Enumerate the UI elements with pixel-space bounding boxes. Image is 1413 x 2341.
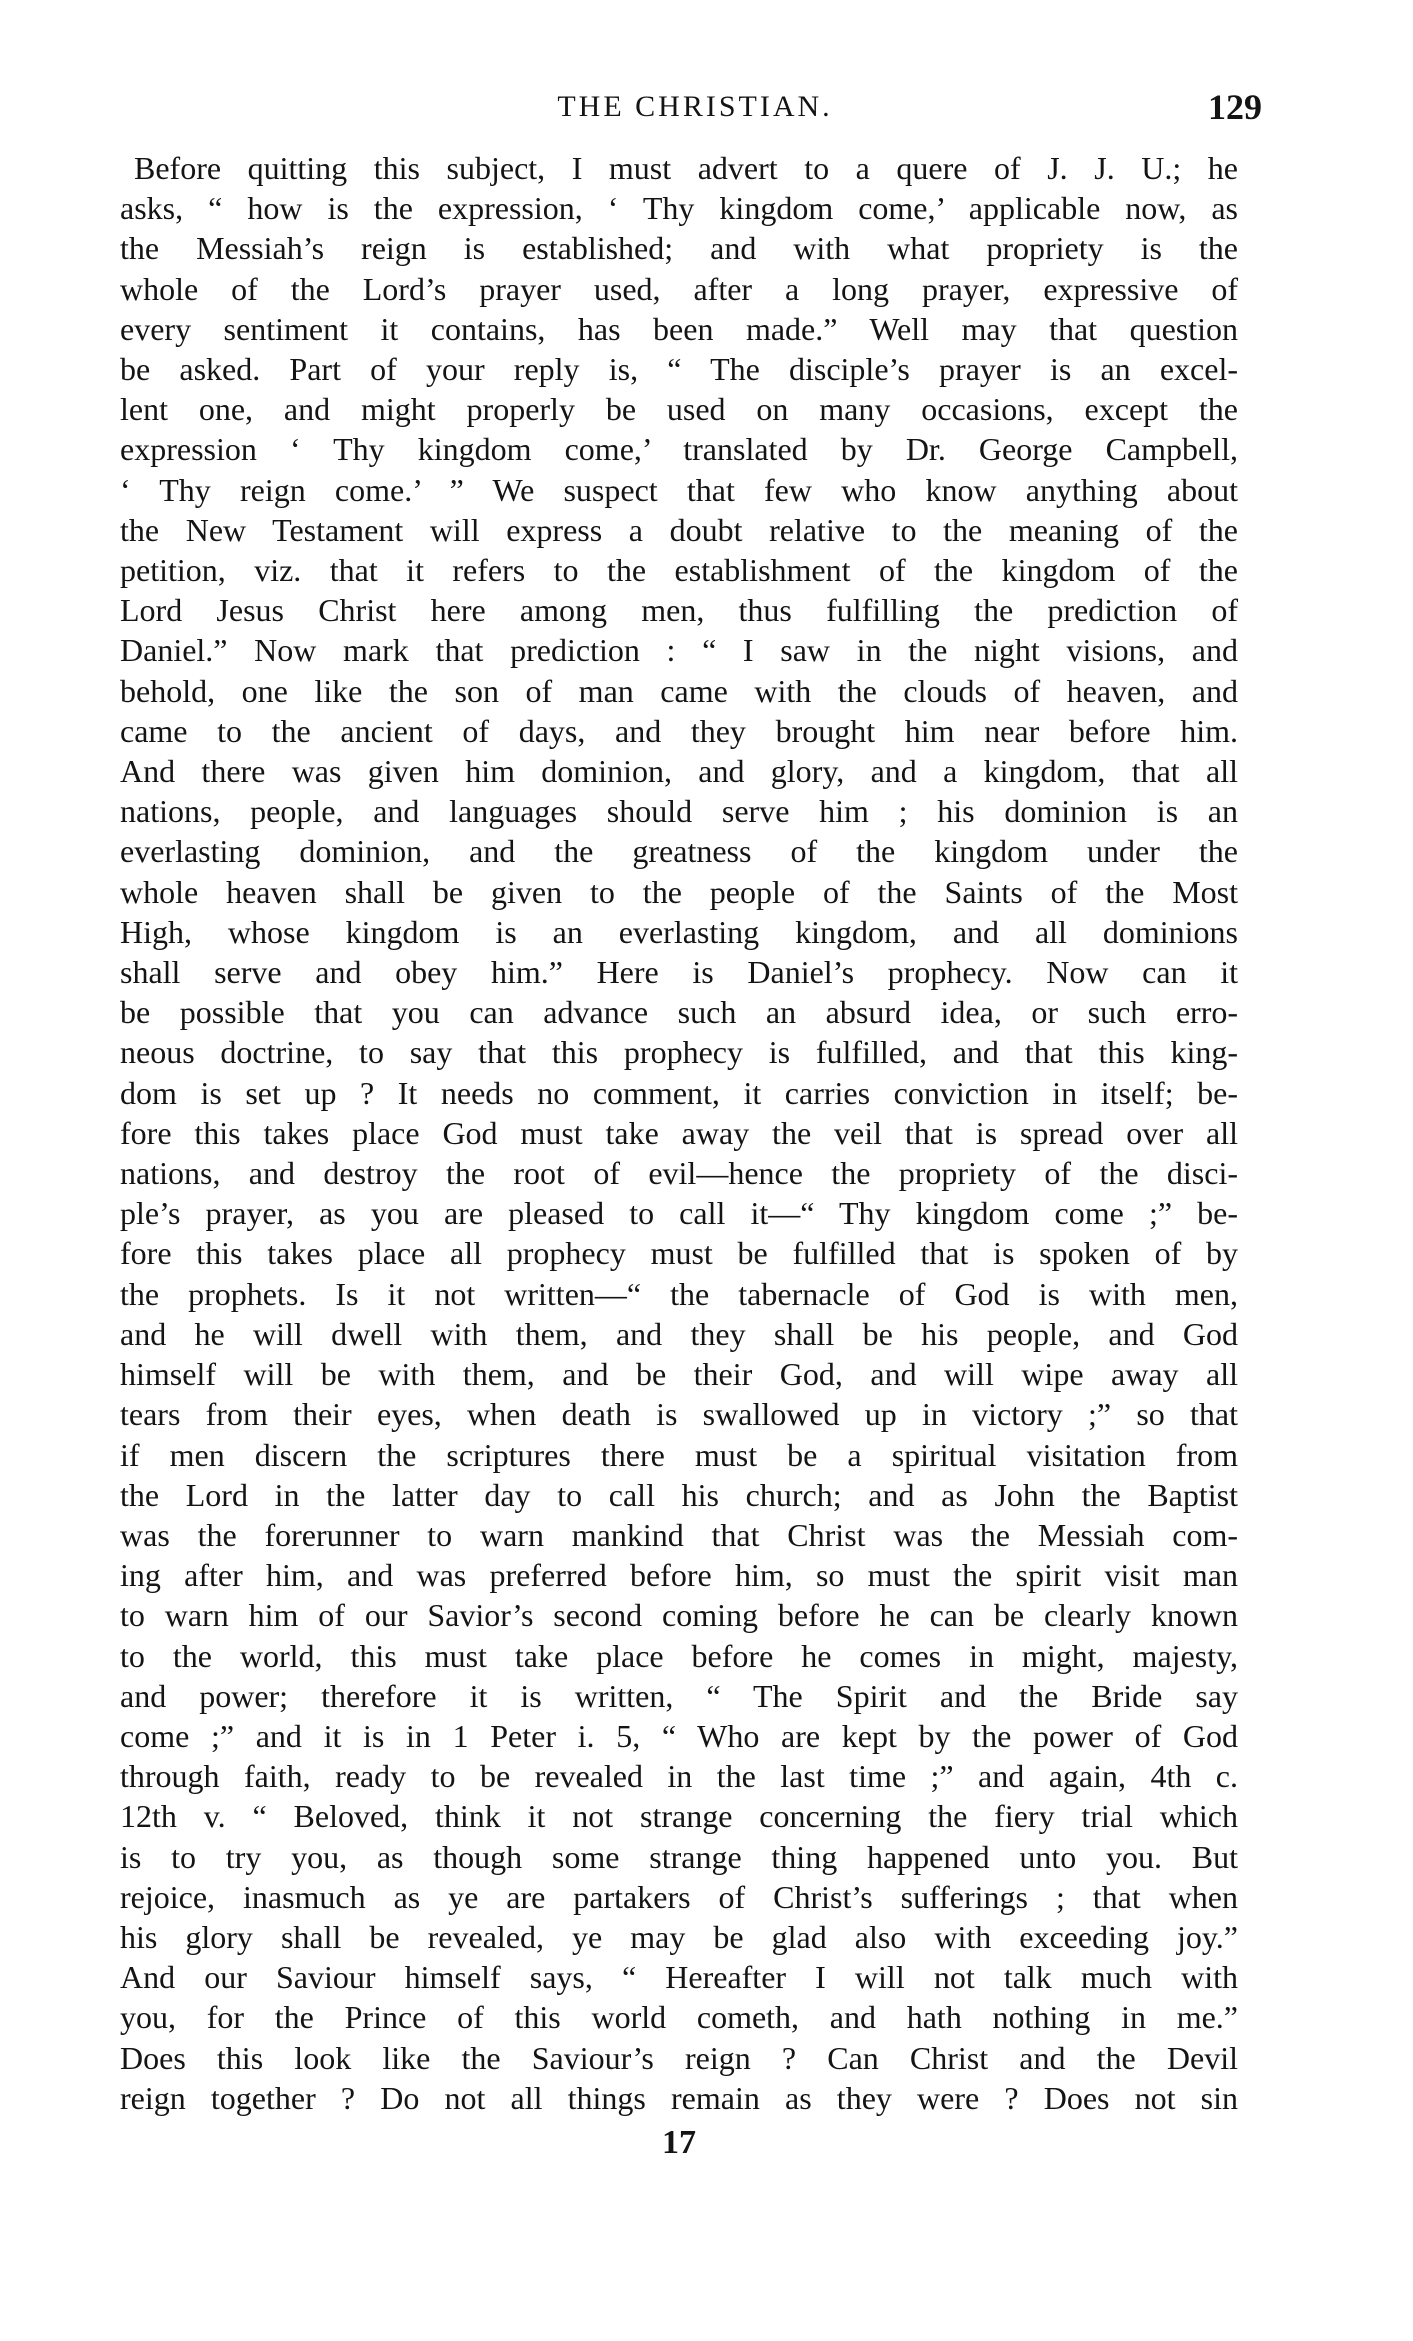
text-line: everlasting dominion, and the greatness of the kingdom under the <box>120 833 1238 870</box>
text-line: the Messiah’s reign is established; and with what propriety is the <box>120 230 1238 267</box>
text-line: behold, one like the son of man came with the clouds of heaven, and <box>120 672 1238 709</box>
text-line: came to the ancient of days, and they brought him near before him. <box>120 712 1238 749</box>
text-line: is to try you, as though some strange thing happened unto you. But <box>120 1838 1238 1875</box>
text-line: be asked. Part of your reply is, “ The disciple’s prayer is an excel- <box>120 351 1238 388</box>
text-line: and power; therefore it is written, “ The Spirit and the Bride say <box>120 1677 1238 1714</box>
running-title: THE CHRISTIAN. <box>557 90 833 123</box>
text-line: expression ‘ Thy kingdom come,’ translated by Dr. George Campbell, <box>120 431 1238 468</box>
text-line: and he will dwell with them, and they shall be his people, and God <box>120 1315 1238 1352</box>
text-line: his glory shall be revealed, ye may be glad also with exceeding joy.” <box>120 1918 1238 1955</box>
text-line: fore this takes place God must take away the veil that is spread over all <box>120 1114 1238 1151</box>
signature-mark: 17 <box>662 2123 696 2161</box>
text-line: And our Saviour himself says, “ Hereafter I will not talk much with <box>120 1959 1238 1996</box>
text-line: through faith, ready to be revealed in the last time ;” and again, 4th c. <box>120 1758 1238 1795</box>
text-line: petition, viz. that it refers to the establishment of the kingdom of the <box>120 552 1238 589</box>
text-line: if men discern the scriptures there must be a spiritual visitation from <box>120 1436 1238 1473</box>
text-line: Before quitting this subject, I must advert to a quere of J. J. U.; he <box>134 150 1238 186</box>
text-line: ple’s prayer, as you are pleased to call it—“ Thy kingdom come ;” be- <box>120 1195 1238 1232</box>
text-line: come ;” and it is in 1 Peter i. 5, “ Who are kept by the power of God <box>120 1717 1238 1754</box>
text-line: reign together ? Do not all things remain as they were ? Does not sin <box>120 2079 1238 2116</box>
body-text <box>120 148 1238 2118</box>
text-line: was the forerunner to warn mankind that Christ was the Messiah com- <box>120 1516 1238 1553</box>
text-line: Does this look like the Saviour’s reign ? Can Christ and the Devil <box>120 2039 1238 2076</box>
text-line: the prophets. Is it not written—“ the tabernacle of God is with men, <box>120 1275 1238 1312</box>
text-line: whole heaven shall be given to the people of the Saints of the Most <box>120 873 1238 910</box>
text-line: rejoice, inasmuch as ye are partakers of Christ’s sufferings ; that when <box>120 1878 1238 1915</box>
text-line: be possible that you can advance such an absurd idea, or such erro- <box>120 994 1238 1031</box>
text-line: to warn him of our Savior’s second coming before he can be clearly known <box>120 1597 1238 1634</box>
text-line: fore this takes place all prophecy must be fulfilled that is spoken of by <box>120 1235 1238 1272</box>
text-line: Lord Jesus Christ here among men, thus fulfilling the prediction of <box>120 592 1238 629</box>
text-line: 12th v. “ Beloved, think it not strange concerning the fiery trial which <box>120 1798 1238 1835</box>
text-line: whole of the Lord’s prayer used, after a long prayer, expressive of <box>120 270 1238 307</box>
text-line: shall serve and obey him.” Here is Daniel’s prophecy. Now can it <box>120 954 1238 991</box>
text-line: himself will be with them, and be their God, and will wipe away all <box>120 1356 1238 1393</box>
running-head <box>120 87 1270 140</box>
text-line: nations, people, and languages should serve him ; his dominion is an <box>120 793 1238 830</box>
text-line: High, whose kingdom is an everlasting kingdom, and all dominions <box>120 913 1238 950</box>
text-line: ing after him, and was preferred before him, so must the spirit visit man <box>120 1557 1238 1594</box>
text-line: tears from their eyes, when death is swallowed up in victory ;” so that <box>120 1396 1238 1433</box>
text-line: you, for the Prince of this world cometh, and hath nothing in me.” <box>120 1999 1238 2036</box>
text-line: dom is set up ? It needs no comment, it carries conviction in itself; be- <box>120 1074 1238 1111</box>
text-line: Daniel.” Now mark that prediction : “ I saw in the night visions, and <box>120 632 1238 669</box>
text-line: And there was given him dominion, and glory, and a kingdom, that all <box>120 753 1238 790</box>
text-line: ‘ Thy reign come.’ ” We suspect that few who know anything about <box>120 471 1238 508</box>
text-line: nations, and destroy the root of evil—hence the propriety of the disci- <box>120 1155 1238 1192</box>
text-line: the New Testament will express a doubt relative to the meaning of the <box>120 511 1238 548</box>
book-page <box>120 87 1270 2162</box>
text-line: every sentiment it contains, has been made.” Well may that question <box>120 310 1238 347</box>
text-line: lent one, and might properly be used on many occasions, except the <box>120 391 1238 428</box>
page-number: 129 <box>1208 87 1262 127</box>
text-line: asks, “ how is the expression, ‘ Thy kingdom come,’ applicable now, as <box>120 190 1238 227</box>
text-line: neous doctrine, to say that this prophecy is fulfilled, and that this king- <box>120 1034 1238 1071</box>
text-line: the Lord in the latter day to call his church; and as John the Baptist <box>120 1476 1238 1513</box>
text-line: to the world, this must take place before he comes in might, majesty, <box>120 1637 1238 1674</box>
